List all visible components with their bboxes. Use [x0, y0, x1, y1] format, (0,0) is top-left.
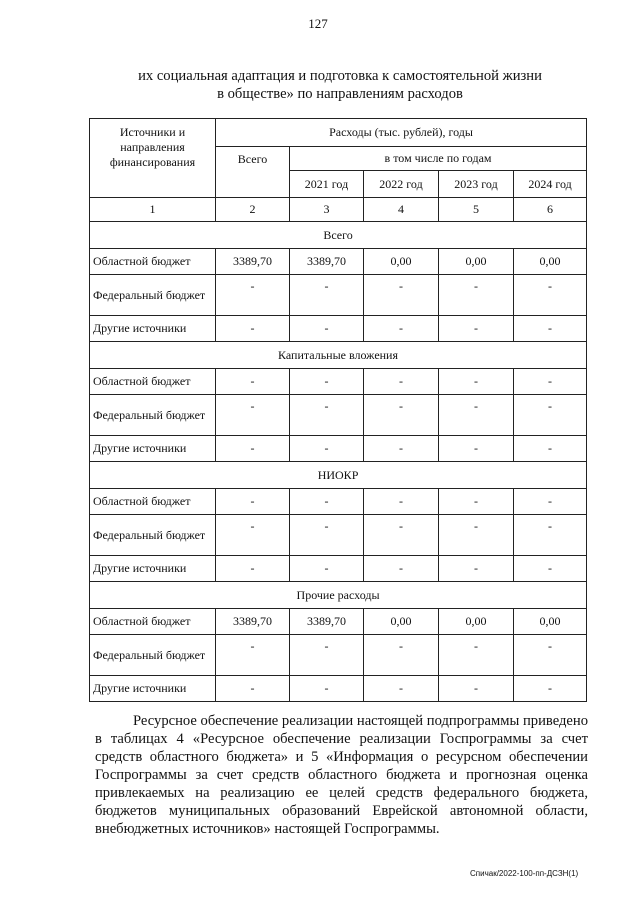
funding-source: Другие источники: [90, 556, 216, 582]
cell-value: -: [290, 515, 364, 556]
cell-value: -: [439, 515, 514, 556]
header-expenses: Расходы (тыс. рублей), годы: [216, 119, 587, 147]
funding-source: Областной бюджет: [90, 369, 216, 395]
body-paragraph: Ресурсное обеспечение реализации настоящей подпрограммы приведено в таблицах 4 «Ресурсное обеспечение реализации Госпрограммы за счет средств областного бюджета» и 5 «Информация о ресурсном обеспечении Госпрограммы за счет средств областного бюджета и прогнозная оценка привлекаемых на реализацию ее целей средств федерального бюджета, бюджетов муниципальных образований Еврейской автономной области, внебюджетных источников» настоящей Госпрограммы.: [95, 713, 588, 837]
cell-value: 0,00: [364, 609, 439, 635]
cell-value: -: [439, 316, 514, 342]
table-row: [90, 275, 587, 316]
funding-source: Федеральный бюджет: [90, 395, 216, 436]
cell-value: -: [216, 556, 290, 582]
funding-source: Областной бюджет: [90, 609, 216, 635]
section-title: Капитальные вложения: [90, 342, 587, 369]
table-row: [90, 395, 587, 436]
cell-value: -: [364, 515, 439, 556]
cell-value: -: [364, 369, 439, 395]
funding-source: Областной бюджет: [90, 489, 216, 515]
cell-value: 0,00: [514, 249, 587, 275]
cell-value: -: [439, 369, 514, 395]
column-number: 6: [514, 198, 587, 222]
table-heading: [60, 67, 620, 103]
cell-value: -: [216, 489, 290, 515]
document-footer: Спичак/2022-100-пп-ДСЗН(1): [470, 869, 579, 878]
table-row: [90, 369, 587, 395]
cell-value: -: [514, 556, 587, 582]
column-number: 4: [364, 198, 439, 222]
cell-value: -: [514, 489, 587, 515]
cell-value: -: [439, 676, 514, 702]
table-row: [90, 436, 587, 462]
section-title: Прочие расходы: [90, 582, 587, 609]
section-title: НИОКР: [90, 462, 587, 489]
funding-source: Федеральный бюджет: [90, 515, 216, 556]
header-year: 2024 год: [514, 171, 587, 198]
cell-value: -: [364, 556, 439, 582]
cell-value: -: [439, 395, 514, 436]
table-row: [90, 635, 587, 676]
funding-source: Другие источники: [90, 676, 216, 702]
cell-value: -: [216, 275, 290, 316]
funding-source: Другие источники: [90, 436, 216, 462]
table-row: [90, 676, 587, 702]
column-number: 3: [290, 198, 364, 222]
funding-source: Другие источники: [90, 316, 216, 342]
header-year: 2023 год: [439, 171, 514, 198]
cell-value: -: [216, 676, 290, 702]
cell-value: 3389,70: [290, 609, 364, 635]
page-number: 127: [308, 16, 328, 31]
cell-value: 3389,70: [216, 249, 290, 275]
header-source-column: Источники и направления финансирования: [90, 119, 216, 198]
cell-value: -: [439, 489, 514, 515]
section-title: Всего: [90, 222, 587, 249]
column-number: 5: [439, 198, 514, 222]
cell-value: 0,00: [364, 249, 439, 275]
cell-value: -: [439, 635, 514, 676]
cell-value: -: [216, 436, 290, 462]
cell-value: -: [514, 369, 587, 395]
header-total: Всего: [216, 147, 290, 198]
table-row: [90, 556, 587, 582]
cell-value: -: [290, 489, 364, 515]
cell-value: -: [290, 436, 364, 462]
cell-value: 0,00: [439, 249, 514, 275]
cell-value: 3389,70: [216, 609, 290, 635]
cell-value: 0,00: [514, 609, 587, 635]
cell-value: -: [439, 556, 514, 582]
heading-line-1: их социальная адаптация и подготовка к самостоятельной жизни: [138, 68, 542, 84]
cell-value: -: [364, 635, 439, 676]
table-row: [90, 316, 587, 342]
column-number: 1: [90, 198, 216, 222]
cell-value: 3389,70: [290, 249, 364, 275]
cell-value: -: [216, 635, 290, 676]
cell-value: -: [439, 436, 514, 462]
cell-value: -: [514, 316, 587, 342]
cell-value: -: [290, 275, 364, 316]
cell-value: -: [364, 275, 439, 316]
header-year: 2021 год: [290, 171, 364, 198]
financing-table: [89, 118, 587, 702]
cell-value: -: [290, 316, 364, 342]
table-row: [90, 609, 587, 635]
cell-value: -: [290, 676, 364, 702]
cell-value: -: [364, 489, 439, 515]
cell-value: -: [216, 515, 290, 556]
cell-value: -: [514, 676, 587, 702]
cell-value: -: [216, 395, 290, 436]
cell-value: -: [514, 395, 587, 436]
cell-value: -: [364, 316, 439, 342]
funding-source: Федеральный бюджет: [90, 635, 216, 676]
cell-value: -: [290, 556, 364, 582]
cell-value: -: [439, 275, 514, 316]
cell-value: -: [514, 275, 587, 316]
cell-value: -: [514, 436, 587, 462]
cell-value: 0,00: [439, 609, 514, 635]
cell-value: -: [364, 436, 439, 462]
cell-value: -: [290, 369, 364, 395]
header-year: 2022 год: [364, 171, 439, 198]
table-row: [90, 249, 587, 275]
cell-value: -: [514, 515, 587, 556]
cell-value: -: [364, 395, 439, 436]
cell-value: -: [290, 395, 364, 436]
header-including-years: в том числе по годам: [290, 147, 587, 171]
cell-value: -: [216, 316, 290, 342]
table-row: [90, 515, 587, 556]
funding-source: Областной бюджет: [90, 249, 216, 275]
cell-value: -: [514, 635, 587, 676]
cell-value: -: [364, 676, 439, 702]
column-number: 2: [216, 198, 290, 222]
cell-value: -: [290, 635, 364, 676]
funding-source: Федеральный бюджет: [90, 275, 216, 316]
heading-line-2: в обществе» по направлениям расходов: [217, 86, 463, 102]
table-row: [90, 489, 587, 515]
cell-value: -: [216, 369, 290, 395]
